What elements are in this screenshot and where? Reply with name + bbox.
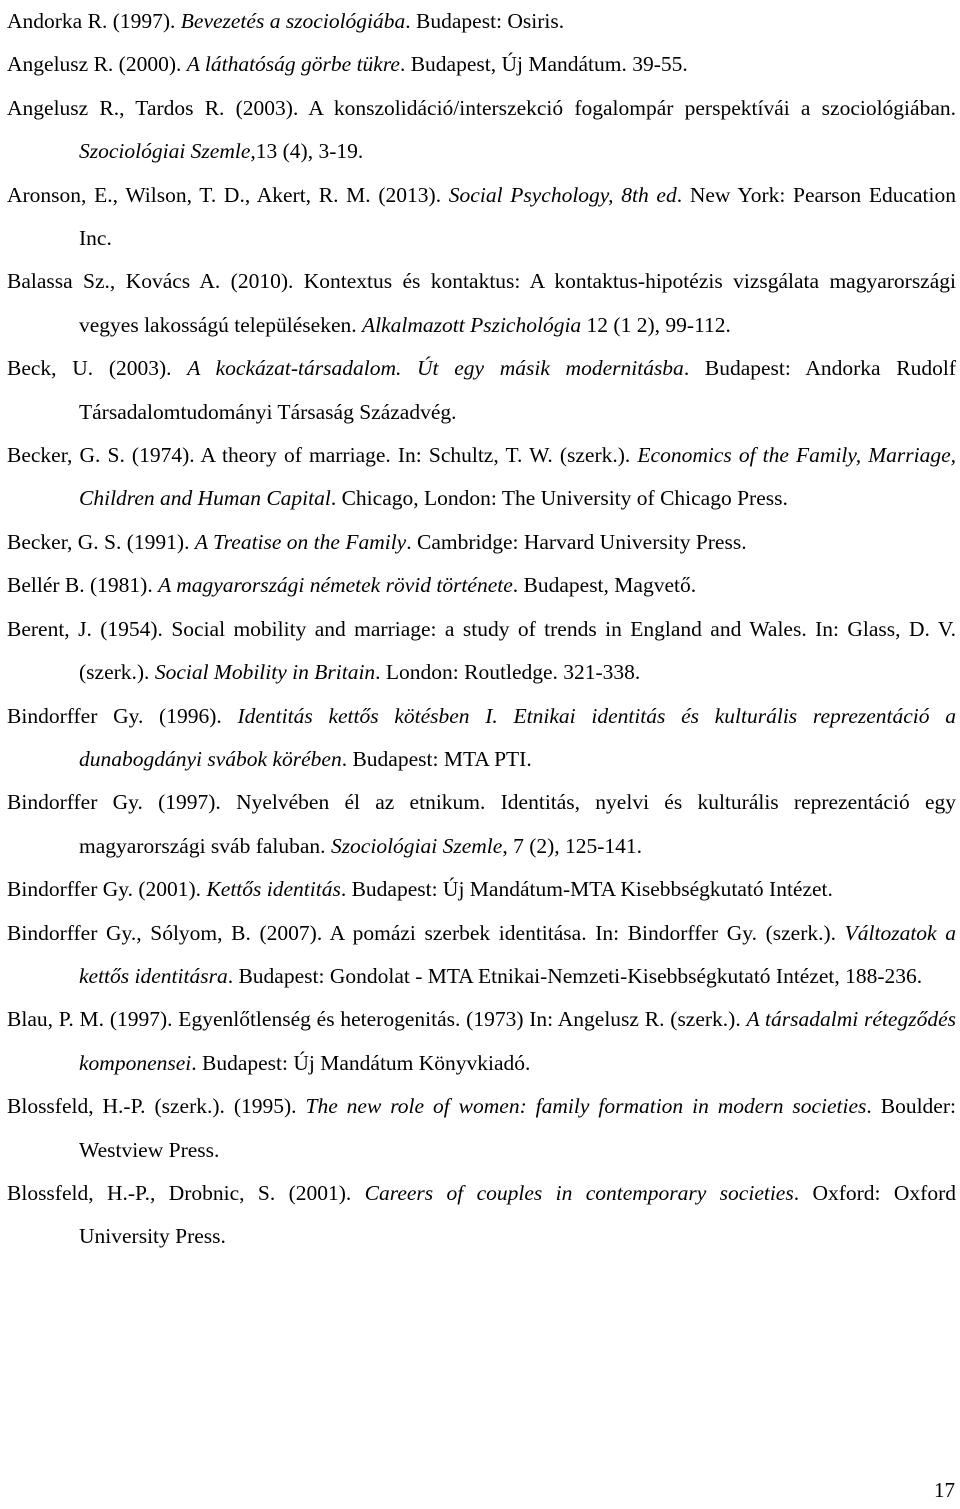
reference-text: . Budapest, Magvető. <box>512 573 697 598</box>
reference-text: Blau, P. M. (1997). Egyenlőtlenség és heterogenitás. (1973) In: Angelusz R. (szerk.). <box>7 1007 747 1032</box>
reference-text: Bindorffer Gy. (2001). <box>7 877 207 902</box>
reference-text: 12 (1 2), 99-112. <box>581 312 731 337</box>
reference-entry <box>7 43 956 86</box>
reference-entry <box>7 912 956 999</box>
reference-title: Kettős identitás <box>206 877 341 902</box>
reference-entry <box>7 347 956 434</box>
reference-text: . Oxford: Oxford University Press. <box>79 1180 956 1249</box>
reference-text: . Cambridge: Harvard University Press. <box>406 529 747 554</box>
reference-text: Blossfeld, H.-P., Drobnic, S. (2001). <box>7 1180 365 1205</box>
reference-text: . Budapest, Új Mandátum. 39-55. <box>399 52 688 77</box>
reference-title: A kockázat-társadalom. Út egy másik modernitásba <box>187 356 684 381</box>
reference-text: Andorka R. (1997). <box>7 9 181 33</box>
reference-entry <box>7 564 956 607</box>
reference-title: A láthatóság görbe tükre <box>186 52 400 77</box>
reference-title: Social Psychology, 8th ed <box>448 182 677 207</box>
reference-text: 13 (4), 3-19. <box>255 139 364 164</box>
reference-text: . Budapest: MTA PTI. <box>341 746 532 771</box>
reference-text: Becker, G. S. (1974). A theory of marriage. In: Schultz, T. W. (szerk.). <box>7 443 638 468</box>
reference-text: Becker, G. S. (1991). <box>7 529 195 554</box>
reference-text: . Budapest: Gondolat - MTA Etnikai-Nemzeti-Kisebbségkutató Intézet, 188-236. <box>227 963 923 988</box>
reference-entry <box>7 695 956 782</box>
reference-text: . Boulder: Westview Press. <box>79 1094 956 1162</box>
reference-title: Economics of the Family, Marriage, Children and Human Capital <box>79 443 956 511</box>
reference-text: . London: Routledge. 321-338. <box>375 660 641 685</box>
reference-text: Blossfeld, H.-P. (szerk.). (1995). <box>7 1094 306 1119</box>
reference-title: Alkalmazott Pszichológia <box>362 312 582 337</box>
reference-entry <box>7 434 956 521</box>
reference-text: Bindorffer Gy. (1996). <box>7 703 238 728</box>
reference-title: A magyarországi németek rövid története <box>158 573 513 598</box>
reference-text: , 7 (2), 125-141. <box>502 833 643 858</box>
reference-text: . Budapest: Andorka Rudolf Társadalomtudományi Társaság Századvég. <box>79 356 956 424</box>
reference-text: Aronson, E., Wilson, T. D., Akert, R. M. (2013). <box>7 182 449 207</box>
reference-text: Bellér B. (1981). <box>7 573 159 598</box>
reference-title: Bevezetés a szociológiába <box>180 9 406 33</box>
reference-entry <box>7 1172 956 1259</box>
reference-entry <box>7 998 956 1085</box>
reference-title: Szociológiai Szemle, <box>79 139 256 164</box>
reference-text: Bindorffer Gy. (1997). Nyelvében él az etnikum. Identitás, nyelvi és kulturális reprezentáció egy magyarországi sváb faluban. <box>7 790 956 858</box>
reference-text: Bindorffer Gy., Sólyom, B. (2007). A pomázi szerbek identitása. In: Bindorffer Gy. (szerk.). <box>7 920 845 945</box>
reference-entry <box>7 174 956 261</box>
reference-title: A társadalmi rétegződés komponensei <box>79 1007 956 1075</box>
reference-text: . Budapest: Új Mandátum Könyvkiadó. <box>191 1050 531 1075</box>
reference-entry <box>7 260 956 347</box>
page-number: 17 <box>934 1478 955 1502</box>
reference-text: . New York: Pearson Education Inc. <box>79 182 956 251</box>
reference-entry <box>7 608 956 695</box>
reference-text: . Budapest: Osiris. <box>405 9 565 33</box>
reference-entry <box>7 87 956 174</box>
reference-title: Identitás kettős kötésben I. Etnikai identitás és kulturális reprezentáció a dunabogdányi svábok körében <box>79 703 956 771</box>
reference-entry <box>7 521 956 564</box>
reference-text: Beck, U. (2003). <box>7 356 188 381</box>
reference-entry <box>7 0 956 43</box>
reference-title: Szociológiai Szemle <box>330 833 503 858</box>
reference-text: . Budapest: Új Mandátum-MTA Kisebbségkutató Intézet. <box>340 877 833 902</box>
bibliography-list <box>7 0 956 1259</box>
reference-title: A Treatise on the Family <box>194 529 407 554</box>
reference-entry <box>7 868 956 911</box>
reference-title: Változatok a kettős identitásra <box>79 920 956 988</box>
reference-entry <box>7 1085 956 1172</box>
reference-text: Balassa Sz., Kovács A. (2010). Kontextus és kontaktus: A kontaktus-hipotézis vizsgálata magyarországi vegyes lakosságú településeken. <box>7 269 956 337</box>
reference-text: Berent, J. (1954). Social mobility and marriage: a study of trends in England and Wales. In: Glass, D. V. (szerk.). <box>7 616 956 685</box>
reference-text: Angelusz R. (2000). <box>7 52 187 77</box>
reference-text: Angelusz R., Tardos R. (2003). A konszolidáció/interszekció fogalompár perspektívái a szociológiában. <box>7 95 956 120</box>
reference-text: . Chicago, London: The University of Chicago Press. <box>330 486 788 511</box>
reference-entry <box>7 781 956 868</box>
reference-title: The new role of women: family formation in modern societies <box>305 1094 867 1119</box>
reference-title: Social Mobility in Britain <box>154 660 376 685</box>
reference-title: Careers of couples in contemporary societies <box>364 1180 794 1205</box>
